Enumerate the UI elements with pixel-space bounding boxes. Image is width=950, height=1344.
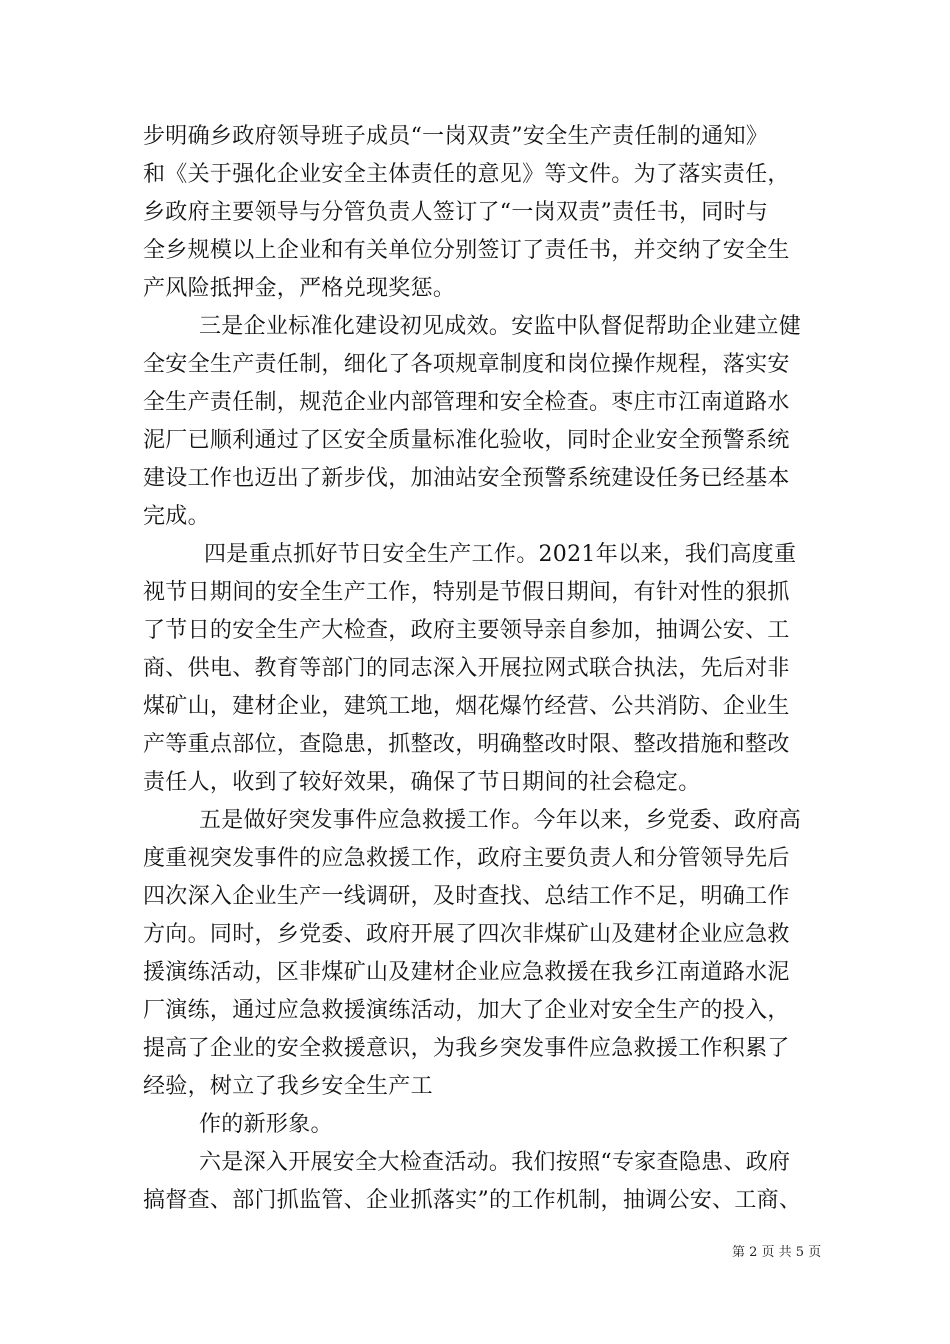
paragraph-start-line: 四是重点抓好节日安全生产工作。2021年以来，我们高度重	[204, 542, 797, 567]
text-line: 度重视突发事件的应急救援工作，政府主要负责人和分管领导先后	[143, 846, 790, 871]
text-line: 步明确乡政府领导班子成员“一岗双责”安全生产责任制的通知》	[143, 124, 769, 149]
text-line: 作的新形象。	[199, 1112, 333, 1137]
paragraph-start-line: 三是企业标准化建设初见成效。安监中队督促帮助企业建立健	[199, 314, 802, 339]
text-line: 方向。同时，乡党委、政府开展了四次非煤矿山及建材企业应急救	[143, 922, 790, 947]
paragraph-start-line: 六是深入开展安全大检查活动。我们按照“专家查隐患、政府	[199, 1150, 791, 1175]
text-line: 和《关于强化企业安全主体责任的意见》等文件。为了落实责任，	[143, 162, 790, 187]
text-line: 完成。	[143, 504, 210, 529]
text-line: 责任人，收到了较好效果，确保了节日期间的社会稳定。	[143, 770, 701, 795]
text-line: 全生产责任制，规范企业内部管理和安全检查。枣庄市江南道路水	[143, 390, 790, 415]
text-line: 产等重点部位，查隐患，抓整改，明确整改时限、整改措施和整改	[143, 732, 790, 757]
text-line: 四次深入企业生产一线调研，及时查找、总结工作不足，明确工作	[143, 884, 790, 909]
text-line: 了节日的安全生产大检查，政府主要领导亲自参加，抽调公安、工	[143, 618, 790, 643]
paragraph-start-line: 五是做好突发事件应急救援工作。今年以来，乡党委、政府高	[199, 808, 802, 833]
text-line: 厂演练，通过应急救援演练活动，加大了企业对安全生产的投入，	[143, 998, 790, 1023]
text-line: 建设工作也迈出了新步伐，加油站安全预警系统建设任务已经基本	[143, 466, 790, 491]
text-line: 全安全生产责任制，细化了各项规章制度和岗位操作规程，落实安	[143, 352, 790, 377]
text-line: 视节日期间的安全生产工作，特别是节假日期间，有针对性的狠抓	[143, 580, 790, 605]
text-line: 提高了企业的安全救援意识，为我乡突发事件应急救援工作积累了	[143, 1036, 790, 1061]
text-line: 泥厂已顺利通过了区安全质量标准化验收，同时企业安全预警系统	[143, 428, 790, 453]
text-line: 产风险抵押金，严格兑现奖惩。	[143, 276, 456, 301]
text-line: 商、供电、教育等部门的同志深入开展拉网式联合执法，先后对非	[143, 656, 790, 681]
text-line: 搞督查、部门抓监管、企业抓落实”的工作机制，抽调公安、工商、	[143, 1188, 802, 1213]
page-number: 第 2 页 共 5 页	[732, 1245, 822, 1260]
text-line: 全乡规模以上企业和有关单位分别签订了责任书，并交纳了安全生	[143, 238, 790, 263]
text-line: 经验，树立了我乡安全生产工	[143, 1074, 433, 1099]
text-line: 乡政府主要领导与分管负责人签订了“一岗双责”责任书，同时与	[143, 200, 769, 225]
text-line: 援演练活动，区非煤矿山及建材企业应急救援在我乡江南道路水泥	[143, 960, 790, 985]
text-line: 煤矿山，建材企业，建筑工地，烟花爆竹经营、公共消防、企业生	[143, 694, 790, 719]
